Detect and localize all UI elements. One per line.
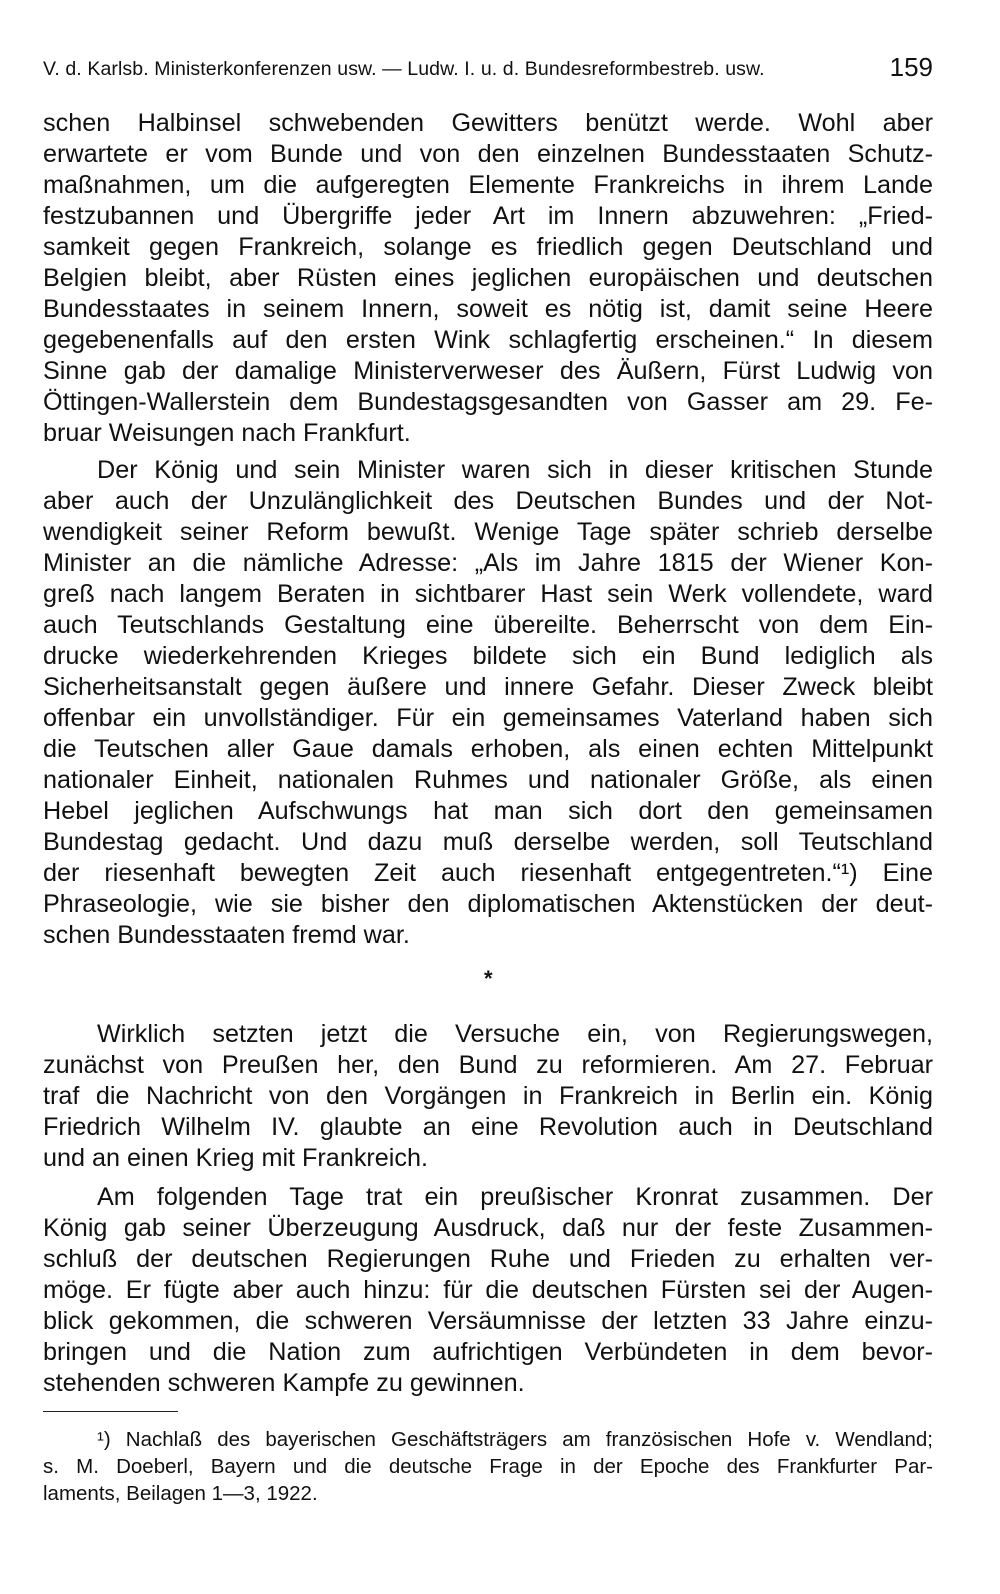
text-line: Bundesstaates in seinem Innern, soweit es nötig ist, damit seine Heere bbox=[43, 295, 933, 323]
text-line: Öttingen-Wallerstein dem Bundestagsgesandten von Gasser am 29. Fe- bbox=[43, 388, 933, 416]
paragraph-3 bbox=[43, 1019, 933, 1174]
page-header bbox=[43, 52, 933, 88]
text-line: Sicherheitsanstalt gegen äußere und innere Gefahr. Dieser Zweck bleibt bbox=[43, 673, 933, 701]
text-line: stehenden schweren Kampfe zu gewinnen. bbox=[43, 1369, 525, 1397]
paragraph-4 bbox=[43, 1182, 933, 1399]
paragraph-1 bbox=[43, 108, 933, 449]
text-line: König gab seiner Überzeugung Ausdruck, daß nur der feste Zusammen- bbox=[43, 1214, 933, 1242]
text-line: nationaler Einheit, nationalen Ruhmes und nationaler Größe, als einen bbox=[43, 766, 933, 794]
text-line: traf die Nachricht von den Vorgängen in Frankreich in Berlin ein. König bbox=[43, 1082, 933, 1110]
text-line: die Teutschen aller Gaue damals erhoben, als einen echten Mittelpunkt bbox=[43, 735, 933, 763]
text-line: der riesenhaft bewegten Zeit auch riesenhaft entgegentreten.“¹) Eine bbox=[43, 859, 933, 887]
text-line: schluß der deutschen Regierungen Ruhe und Frieden zu erhalten ver- bbox=[43, 1245, 933, 1273]
text-line: drucke wiederkehrenden Krieges bildete sich ein Bund lediglich als bbox=[43, 642, 933, 670]
text-line: samkeit gegen Frankreich, solange es friedlich gegen Deutschland und bbox=[43, 233, 933, 261]
text-line: bruar Weisungen nach Frankfurt. bbox=[43, 419, 411, 447]
footnote-separator bbox=[43, 1411, 178, 1412]
footnotes bbox=[43, 1426, 933, 1507]
text-line: aber auch der Unzulänglichkeit des Deutschen Bundes und der Not- bbox=[43, 487, 933, 515]
running-head: V. d. Karlsb. Ministerkonferenzen usw. — Ludw. I. u. d. Bundesreformbestreb. usw. bbox=[43, 58, 765, 80]
text-line: Friedrich Wilhelm IV. glaubte an eine Revolution auch in Deutschland bbox=[43, 1113, 933, 1141]
footnote-line: ¹) Nachlaß des bayerischen Geschäftsträgers am französischen Hofe v. Wendland; bbox=[97, 1428, 933, 1451]
text-line: Minister an die nämliche Adresse: „Als im Jahre 1815 der Wiener Kon- bbox=[43, 549, 933, 577]
paragraph-2 bbox=[43, 455, 933, 951]
text-line: festzubannen und Übergriffe jeder Art im Innern abzuwehren: „Fried- bbox=[43, 202, 933, 230]
text-line: offenbar ein unvollständiger. Für ein gemeinsames Vaterland haben sich bbox=[43, 704, 933, 732]
footnote-line: s. M. Doeberl, Bayern und die deutsche Frage in der Epoche des Frankfurter Par- bbox=[43, 1455, 933, 1478]
text-line: gegebenenfalls auf den ersten Wink schlagfertig erscheinen.“ In diesem bbox=[43, 326, 933, 354]
text-line: maßnahmen, um die aufgeregten Elemente Frankreichs in ihrem Lande bbox=[43, 171, 933, 199]
section-divider-asterisk: * bbox=[484, 966, 493, 991]
text-line: auch Teutschlands Gestaltung eine übereilte. Beherrscht von dem Ein- bbox=[43, 611, 933, 639]
text-line: Am folgenden Tage trat ein preußischer Kronrat zusammen. Der bbox=[97, 1183, 933, 1211]
text-line: und an einen Krieg mit Frankreich. bbox=[43, 1144, 429, 1172]
text-line: Belgien bleibt, aber Rüsten eines jeglichen europäischen und deutschen bbox=[43, 264, 933, 292]
text-line: Bundestag gedacht. Und dazu muß derselbe werden, soll Teutschland bbox=[43, 828, 933, 856]
text-line: Hebel jeglichen Aufschwungs hat man sich dort den gemeinsamen bbox=[43, 797, 933, 825]
text-line: greß nach langem Beraten in sichtbarer Hast sein Werk vollendete, ward bbox=[43, 580, 933, 608]
text-line: Wirklich setzten jetzt die Versuche ein, von Regierungswegen, bbox=[97, 1020, 933, 1048]
text-line: blick gekommen, die schweren Versäumnisse der letzten 33 Jahre einzu- bbox=[43, 1307, 933, 1335]
text-line: erwartete er vom Bunde und von den einzelnen Bundesstaaten Schutz- bbox=[43, 140, 933, 168]
text-line: Sinne gab der damalige Ministerverweser des Äußern, Fürst Ludwig von bbox=[43, 357, 933, 385]
footnote-line: laments, Beilagen 1—3, 1922. bbox=[43, 1482, 318, 1505]
text-line: schen Halbinsel schwebenden Gewitters benützt werde. Wohl aber bbox=[43, 109, 933, 137]
text-line: zunächst von Preußen her, den Bund zu reformieren. Am 27. Februar bbox=[43, 1051, 933, 1079]
text-line: Phraseologie, wie sie bisher den diplomatischen Aktenstücken der deut- bbox=[43, 890, 933, 918]
text-line: Der König und sein Minister waren sich in dieser kritischen Stunde bbox=[97, 456, 933, 484]
text-line: möge. Er fügte aber auch hinzu: für die deutschen Fürsten sei der Augen- bbox=[43, 1276, 933, 1304]
page-number: 159 bbox=[889, 52, 933, 82]
text-line: bringen und die Nation zum aufrichtigen Verbündeten in dem bevor- bbox=[43, 1338, 933, 1366]
text-line: wendigkeit seiner Reform bewußt. Wenige Tage später schrieb derselbe bbox=[43, 518, 933, 546]
text-line: schen Bundesstaaten fremd war. bbox=[43, 921, 410, 949]
